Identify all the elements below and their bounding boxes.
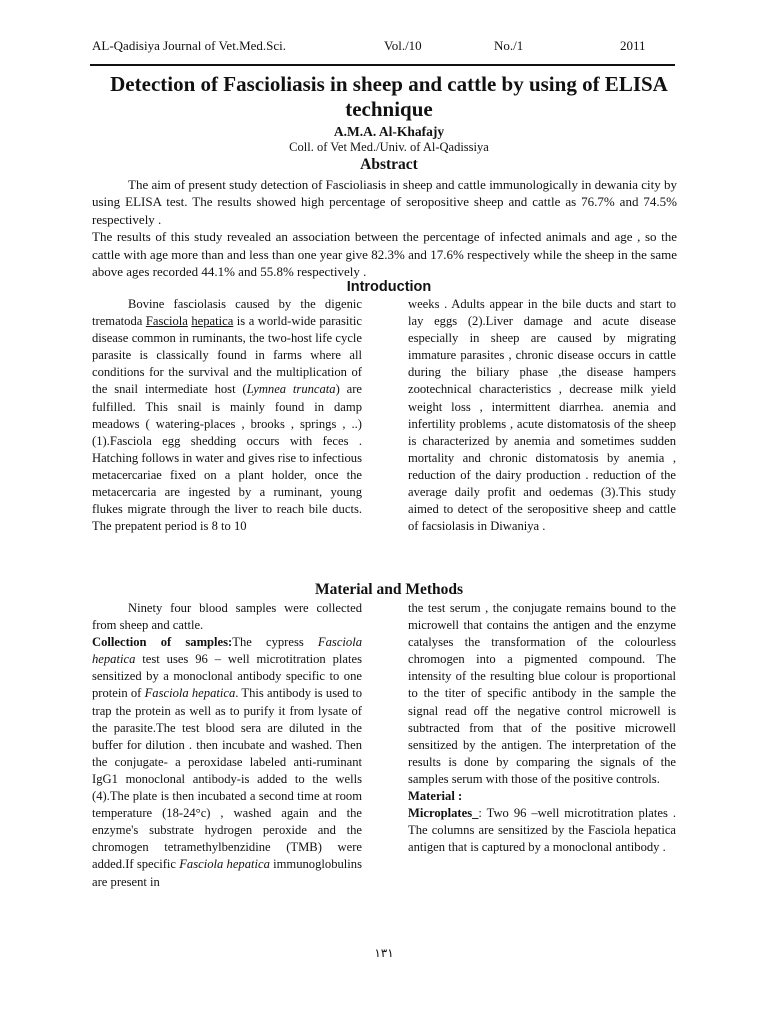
methods-text-3: . This antibody is used to trap the protein as well as to purify it from lysate of the parasite.The test blood sera are diluted in the buffer for dilution . then incubate and washed. Then the conjugate- a peroxidase labeled anti-ruminant IgG1 monoclonal antibody-is added to the wells (4).The plate is then incubated a second time at room temperature (18-24°c) , washed again and the enzyme's substrate hydrogen peroxide and the chromogen tetramethylbenzidine (TMB) were added.If specific <box>92 686 362 872</box>
author-affiliation: Coll. of Vet Med./Univ. of Al-Qadissiya <box>289 140 489 154</box>
intro-text-3: ) are fulfilled. This snail is mainly found in damp meadows ( watering-places , brooks , springs , ..) (1).Fasciola egg shedding occurs with feces . Hatching follows in water and gives rise to infectious metacercariae fixed on a plant holder, once the metacercaria are ingested by a ruminant, young flukes migrate through the liver to reach bile ducts. The prepatent period is 8 to 10 <box>92 382 363 534</box>
year-label: 2011 <box>620 38 646 53</box>
methods-continued: the test serum , the conjugate remains bound to the microwell that contains the antigen and the enzyme catalyses the transformation of the colourless chromogen into a pigmented compound. The intensity of the resulting blue colour is proportional to the titer of specific antibody in the sample the signal read off the negative control microwell is subtracted from that of the positive microwell sensitized by the antigen. The interpretation of the results is done by comparing the signals of the samples serum with those of the positive controls. <box>408 601 676 786</box>
methods-text-4: immunoglobulins are present in <box>92 857 362 889</box>
snail-species-name: Lymnea truncata <box>246 382 336 397</box>
species-name: Fasciola hepatica <box>92 635 362 667</box>
header-rule <box>90 64 675 66</box>
species-name: Fasciola hepatica <box>179 857 270 872</box>
microplates-paragraph <box>408 805 676 856</box>
introduction-paragraph <box>92 296 362 535</box>
introduction-continued: weeks . Adults appear in the bile ducts and start to lay eggs (2).Liver damage and acute disease especially in sheep are caused by migrating immature parasites , chronic disease occurs in cattle during the biliary phase ,the disease hampers zootechnical characteristics , decrease milk yield weight loss , intermittent diarrhea. anemia and infertility problems , acute distomatosis of the sheep is characterized by anemia and sometimes sudden mortality and chronic distomatosis by anemia , reduction of the dairy production . reduction of the average daily profit and oedemas (3).This study aimed to detect of the seropositive sheep and cattle of facsiolasis in Diwaniya . <box>408 297 676 534</box>
collection-label: Collection of samples: <box>92 635 233 650</box>
microplates-text: : Two 96 –well microtitration plates . The columns are sensitized by the Fasciola hepatica antigen that is captured by a monoclonal antibody . <box>408 806 676 855</box>
methods-left-column <box>92 600 362 891</box>
volume-label: Vol./10 <box>384 38 422 53</box>
species-name: Fasciola hepatica <box>144 686 236 701</box>
genus-name: Fasciola <box>145 314 188 329</box>
abstract-paragraph-1: The aim of present study detection of Fascioliasis in sheep and cattle immunologically in dewania city by using ELISA test. The results showed high percentage of seropositive sheep and cattle as 76.7% and 74.5% respectively . <box>92 177 677 227</box>
abstract-heading: Abstract <box>360 156 418 173</box>
microplates-label: Microplates_ <box>408 806 479 821</box>
author-name: A.M.A. Al-Khafajy <box>333 124 445 139</box>
species-name: hepatica <box>191 314 234 329</box>
methods-right-column <box>408 600 676 856</box>
abstract-body <box>92 176 677 280</box>
methods-heading: Material and Methods <box>314 581 464 598</box>
introduction-left-column <box>92 296 362 535</box>
abstract-paragraph-2: The results of this study revealed an association between the percentage of infected animals and age , so the cattle with age more than and less than one year give 82.3% and 17.6% respectively while the sheep in the same above ages recorded 44.1% and 55.8% respectively . <box>92 229 677 280</box>
paper-title: Detection of Fascioliasis in sheep and cattle by using of ELISA technique <box>110 72 668 121</box>
material-heading: Material : <box>408 789 463 804</box>
intro-text-2: is a world-wide parasitic disease common in ruminants, the two-host life cycle parasite is classically found in farms where all conditions for the survival and the multiplication of the snail intermediate host ( <box>92 314 362 397</box>
introduction-right-column <box>408 296 676 535</box>
introduction-heading: Introduction <box>346 279 432 295</box>
methods-text-2: test uses 96 – well microtitration plates sensitized by a monoclonal antibody specific to one protein of <box>92 652 362 701</box>
issue-number: No./1 <box>494 38 524 53</box>
intro-text-1: Bovine fasciolasis caused by the digenic trematoda <box>92 297 362 329</box>
collection-paragraph <box>92 634 362 890</box>
running-header <box>92 38 662 58</box>
methods-text-1: The cypress <box>232 635 318 650</box>
page-number: ١٣١ <box>374 946 394 960</box>
journal-name: AL-Qadisiya Journal of Vet.Med.Sci. <box>92 38 287 53</box>
methods-paragraph-1: Ninety four blood samples were collected from sheep and cattle. <box>92 601 362 633</box>
